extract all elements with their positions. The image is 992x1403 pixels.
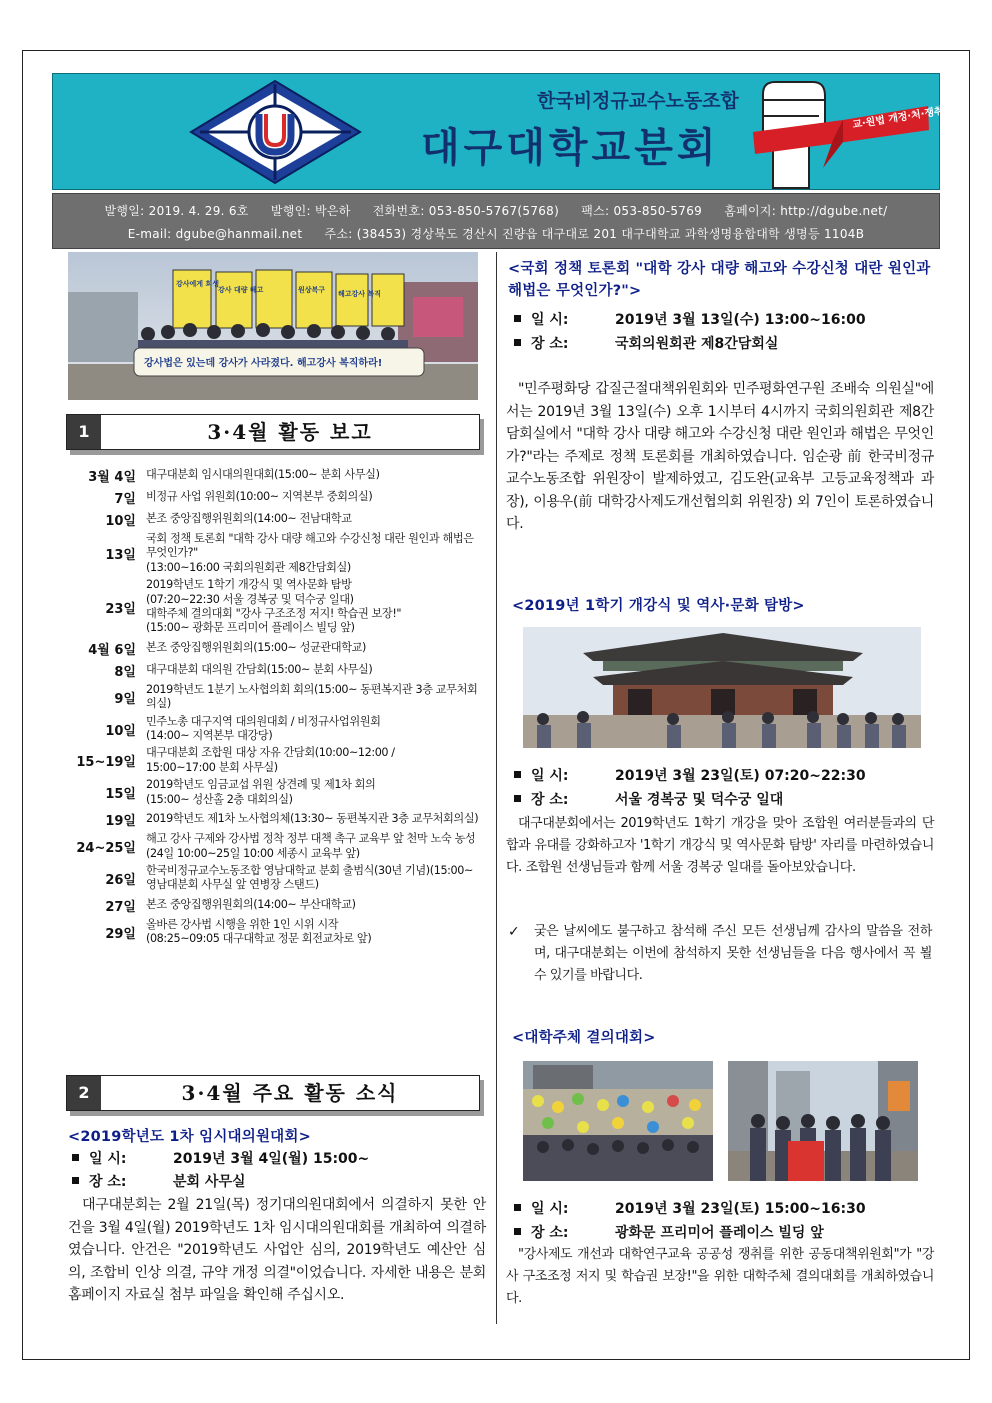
phone-number: 전화번호: 053-850-5767(5768) <box>372 204 560 218</box>
section2-header <box>66 1075 480 1111</box>
tour-place-value: 서울 경복궁 및 덕수궁 일대 <box>615 792 784 808</box>
protest-photo <box>68 252 478 400</box>
schedule-date: 15~19일 <box>76 755 136 771</box>
schedule-row <box>66 683 480 712</box>
schedule-text: 대구대분회 조합원 대상 자유 간담회(10:00~12:00 / 15:00~17:00 분회 사무실) <box>146 746 395 774</box>
forum-date-value: 2019년 3월 13일(수) 13:00~16:00 <box>615 312 866 328</box>
schedule-row <box>66 466 480 485</box>
publication-info-bar <box>52 193 940 249</box>
publisher: 발행인: 박은하 <box>270 204 351 218</box>
meeting-date-value: 2019년 3월 4일(월) 15:00~ <box>173 1151 370 1167</box>
schedule-row <box>66 810 480 829</box>
raised-fist-icon <box>733 76 954 189</box>
info-line-2 <box>53 225 939 242</box>
tour-body: 대구대분회에서는 2019학년도 1학기 개강을 맞아 조합원 여러분들과의 단합과 유대를 강화하고자 '1학기 개강식 및 역사문화 탐방' 자리를 마련하였습니다. 조합원 선생님들과 함께 서울 경복궁 일대를 돌아보았습니다. <box>506 816 934 875</box>
schedule-text: 본조 중앙집행위원회의(14:00~ 전남대학교 <box>146 512 352 526</box>
tour-date-label: 일 시: <box>531 768 569 784</box>
forum-place-label: 장 소: <box>531 336 569 352</box>
schedule-text: 대구대분회 임시대의원대회(15:00~ 분회 사무실) <box>146 468 380 482</box>
schedule-date: 15일 <box>105 787 136 803</box>
meeting-body: 대구대분회는 2월 21일(목) 정기대의원대회에서 의결하지 못한 안건을 3월 4일(월) 2019학년도 1차 임시대의원대회를 개최하여 의결하였습니다. 안건은 "2019학년도 사업안 심의, 2019학년도 예산안 심의, 조합비 인상 의결, 규약 개정 의결"이었습니다. 자세한 내용은 분회 홈페이지 자료실 첨부 파일을 확인해 주십시오. <box>68 1197 486 1303</box>
schedule-date: 24~25일 <box>76 841 136 856</box>
tour-place-row <box>514 789 783 809</box>
bullet-square-icon <box>514 771 521 778</box>
schedule-date: 3월 4일 <box>88 470 136 485</box>
rally-date-value: 2019년 3월 23일(토) 15:00~16:30 <box>615 1201 866 1217</box>
bullet-square-icon <box>514 1204 521 1211</box>
gyeongbokgung-photo <box>523 627 921 748</box>
meeting-place-row <box>72 1171 246 1191</box>
protest-banner-text: 강사법은 있는데 강사가 사라졌다. 해고강사 복직하라! <box>144 358 383 369</box>
schedule-text: 해고 강사 구제와 강사법 정착 정부 대책 촉구 교육부 앞 천막 노숙 농성 (24일 10:00~25일 10:00 세종시 교육부 앞) <box>146 832 476 860</box>
schedule-row <box>66 918 480 947</box>
schedule-row <box>66 661 480 680</box>
masthead-banner <box>52 73 954 190</box>
schedule-row <box>66 832 480 861</box>
schedule-row <box>66 715 480 744</box>
forum-date-label: 일 시: <box>531 312 569 328</box>
tour-note <box>508 921 932 987</box>
meeting-place-value: 분회 사무실 <box>173 1174 246 1190</box>
publish-date: 발행일: 2019. 4. 29. 6호 <box>104 204 249 218</box>
schedule-row <box>66 746 480 775</box>
schedule-row <box>66 578 480 636</box>
fax-number: 팩스: 053-850-5769 <box>581 204 703 218</box>
schedule-date: 19일 <box>105 814 136 830</box>
schedule-text: 2019학년도 1분기 노사협의회 회의(15:00~ 동편복지관 3층 교무처회의실) <box>146 682 478 711</box>
schedule-text: 비정규 사업 위원회(10:00~ 지역본부 중회의실) <box>146 490 373 504</box>
meeting-place-label: 장 소: <box>89 1174 127 1190</box>
section1-header <box>66 414 480 450</box>
schedule-date: 9일 <box>114 691 136 707</box>
forum-heading: <국회 정책 토론회 "대학 강사 대량 해고와 수강신청 대란 원인과 해법은 무엇인가?"> <box>508 261 931 299</box>
tour-heading: <2019년 1학기 개강식 및 역사·문화 탐방> <box>512 598 805 614</box>
schedule-date: 8일 <box>114 664 136 680</box>
info-line-1 <box>53 202 939 219</box>
column-divider <box>496 252 497 1324</box>
forum-date-row <box>514 309 866 329</box>
masthead-title: 대구대학교분회 <box>421 125 720 171</box>
schedule-date: 26일 <box>105 872 136 888</box>
bullet-square-icon <box>514 795 521 802</box>
homepage-link[interactable]: 홈페이지: http://dgube.net/ <box>724 204 888 218</box>
section1-title: 3·4월 활동 보고 <box>207 420 373 444</box>
schedule-date: 29일 <box>105 926 136 942</box>
schedule-row <box>66 532 480 575</box>
meeting-date-label: 일 시: <box>89 1151 127 1167</box>
rally-place-row <box>514 1222 824 1242</box>
rally-place-value: 광화문 프리미어 플레이스 빌딩 앞 <box>615 1225 824 1241</box>
union-logo-icon <box>188 78 363 186</box>
schedule-date: 4월 6일 <box>88 642 136 658</box>
schedule-row <box>66 488 480 507</box>
tour-note-text: 궂은 날씨에도 불구하고 참석해 주신 모든 선생님께 감사의 말씀을 전하며, 대구대분회는 이번에 참석하지 못한 선생님들을 다음 행사에서 꼭 뵐 수 있기를 바랍니다. <box>534 924 932 983</box>
meeting-date-row <box>72 1148 369 1168</box>
bullet-square-icon <box>72 1154 79 1161</box>
schedule-date: 10일 <box>105 514 136 529</box>
sign-text-2: 강사 대량 해고 <box>218 286 264 294</box>
rally-heading: <대학주체 결의대회> <box>512 1030 656 1046</box>
rally-crowd-photo <box>523 1061 713 1181</box>
sign-text-4: 해고강사 복직 <box>338 290 382 298</box>
section1-number: 1 <box>67 415 101 449</box>
email-link[interactable]: E-mail: dgube@hanmail.net <box>127 227 303 241</box>
bullet-square-icon <box>72 1177 79 1184</box>
schedule-text: 국회 정책 토론회 "대학 강사 대량 해고와 수강신청 대란 원인과 해법은 무엇인가?" (13:00~16:00 국회의원회관 제8간담회실) <box>146 532 474 574</box>
rally-date-row <box>514 1198 866 1218</box>
schedule-row <box>66 896 480 915</box>
masthead-subtitle: 한국비정규교수노동조합 <box>537 90 739 112</box>
tour-date-value: 2019년 3월 23일(토) 07:20~22:30 <box>615 768 866 784</box>
forum-body: "민주평화당 갑질근절대책위원회와 민주평화연구원 조배숙 의원실"에서는 2019년 3월 13일(수) 오후 1시부터 4시까지 국회의원회관 제8간담회실에서 "대학 강사 대량 해고와 수강신청 대란 원인과 해법은 무엇인가?"라는 주제로 정책 토론회를 개최하였습니다. 임순광 前 한국비정규교수노동조합 위원장이 발제하였고, 김도완(교육부 고등교육정책과 과장), 이용우(前 대학강사제도개선협의회 위원장) 외 7인이 토론하였습니다. <box>506 381 934 532</box>
rally-body: "강사제도 개선과 대학연구교육 공공성 쟁취를 위한 공동대책위원회"가 "강사 구조조정 저지 및 학습권 보장!"을 위한 대학주체 결의대회를 개최하였습니다. <box>506 1247 934 1306</box>
schedule-text: 2019학년도 제1차 노사협의체(13:30~ 동편복지관 3층 교무처회의실) <box>146 812 479 826</box>
schedule-text: 민주노총 대구지역 대의원대회 / 비정규사업위원회 (14:00~ 지역본부 대강당) <box>146 714 381 743</box>
schedule-row <box>66 778 480 807</box>
rally-group-photo <box>728 1061 918 1181</box>
schedule-text: 본조 중앙집행위원회의(14:00~ 부산대학교) <box>146 898 356 912</box>
bullet-square-icon <box>514 339 521 346</box>
schedule-date: 23일 <box>105 601 136 617</box>
bullet-square-icon <box>514 315 521 322</box>
schedule-text: 본조 중앙집행위원회의(15:00~ 성균관대학교) <box>146 641 366 655</box>
schedule-text: 한국비정규교수노동조합 영남대학교 분회 출범식(30년 기념)(15:00~ 영남대분회 사무실 앞 연병장 스탠드) <box>146 863 473 892</box>
sign-text-3: 원상복구 <box>298 286 326 294</box>
schedule-row <box>66 510 480 529</box>
section2-title: 3·4월 주요 활동 소식 <box>181 1081 399 1105</box>
section2-number: 2 <box>67 1076 101 1110</box>
rally-date-label: 일 시: <box>531 1201 569 1217</box>
tour-date-row <box>514 765 866 785</box>
schedule-text: 올바른 강사법 시행을 위한 1인 시위 시작 (08:25~09:05 대구대학교 정문 회전교차로 앞) <box>146 917 372 946</box>
address: 주소: (38453) 경상북도 경산시 진량읍 대구대로 201 대구대학교 과학생명융합대학 생명등 1104B <box>324 227 865 241</box>
schedule-row <box>66 864 480 893</box>
sign-text-1: 강사에게 희생 <box>176 280 220 288</box>
schedule-date: 7일 <box>114 492 136 507</box>
schedule-text: 2019학년도 임금교섭 위원 상견례 및 제1차 회의 (15:00~ 성산홀 2층 대회의실) <box>146 778 376 806</box>
rally-place-label: 장 소: <box>531 1225 569 1241</box>
bullet-square-icon <box>514 1228 521 1235</box>
schedule-date: 27일 <box>105 899 136 915</box>
check-icon: ✓ <box>508 924 520 940</box>
schedule-row <box>66 639 480 658</box>
schedule-date: 13일 <box>105 548 136 564</box>
fist-banner-text: 교·원법 개정·처·쟁취!! <box>851 104 954 131</box>
forum-place-row <box>514 333 778 353</box>
schedule-date: 10일 <box>105 723 136 739</box>
meeting-heading: <2019학년도 1차 임시대의원대회> <box>68 1129 311 1145</box>
tour-place-label: 장 소: <box>531 792 569 808</box>
forum-place-value: 국회의원회관 제8간담회실 <box>615 336 779 352</box>
schedule-text: 대구대분회 대의원 간담회(15:00~ 분회 사무실) <box>146 663 373 677</box>
schedule-text: 2019학년도 1학기 개강식 및 역사문화 탐방 (07:20~22:30 서울 경복궁 및 덕수궁 일대) 대학주체 결의대회 "강사 구조조정 저지! 학습권 보장!" (15:00~ 광화문 프리미어 플레이스 빌딩 앞) <box>146 578 402 635</box>
activity-schedule <box>66 466 480 950</box>
